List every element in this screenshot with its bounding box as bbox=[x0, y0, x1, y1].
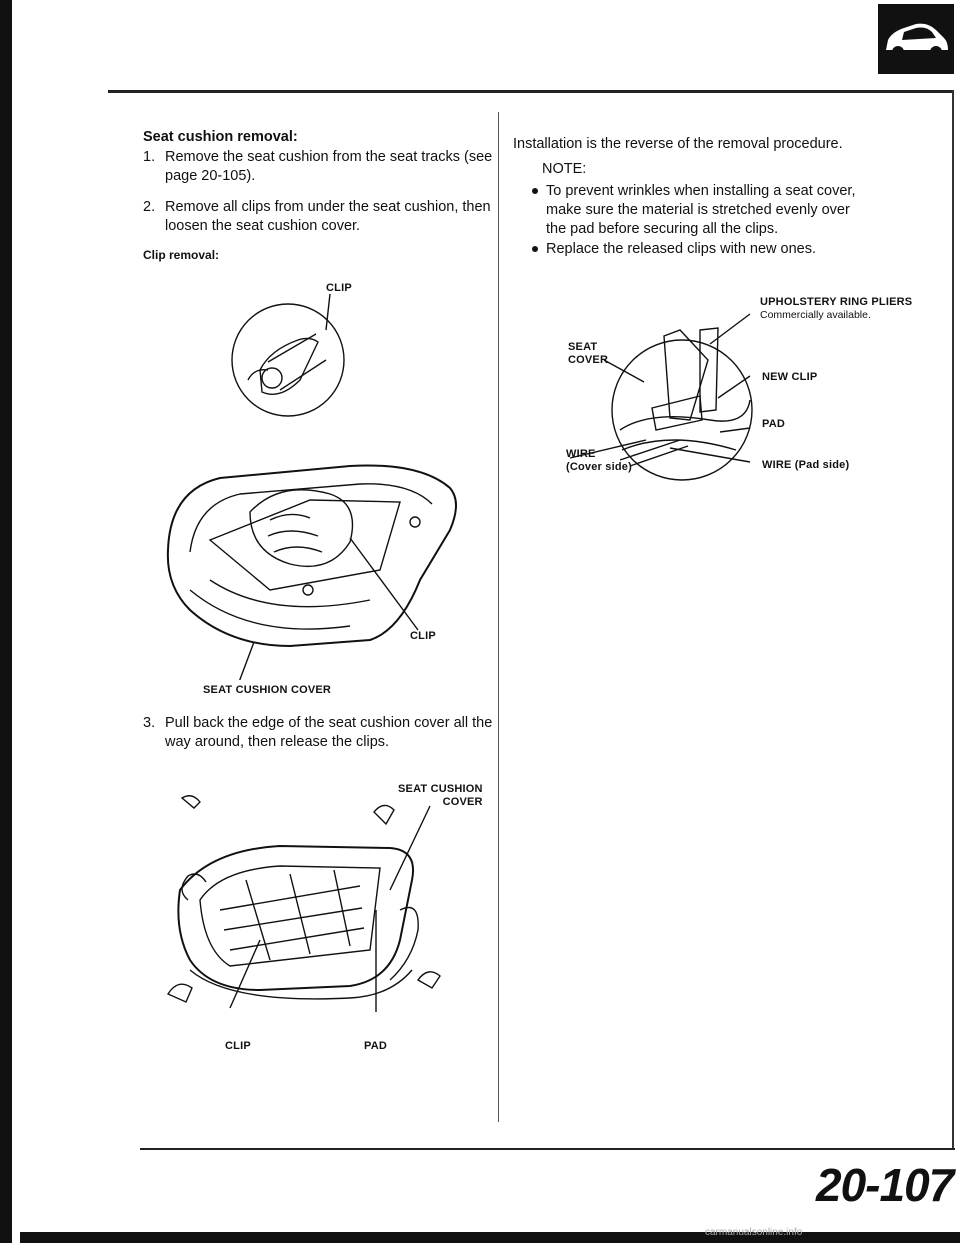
fig2-pad-label: PAD bbox=[364, 1040, 388, 1052]
seat-cushion-figure-2 bbox=[150, 790, 470, 1015]
wire-pad-side-label: WIRE (Pad side) bbox=[762, 459, 850, 471]
seat-cover-label: SEAT COVER bbox=[568, 341, 609, 366]
pliers-label: UPHOLSTERY RING PLIERS Commercially available. bbox=[760, 296, 913, 321]
clip-removal-heading: Clip removal: bbox=[143, 248, 220, 262]
seat-cushion-heading: Seat cushion removal: bbox=[143, 129, 298, 145]
column-divider bbox=[498, 112, 499, 1122]
car-section-icon bbox=[878, 4, 954, 74]
bottom-page-edge bbox=[20, 1232, 960, 1243]
bullet-icon bbox=[532, 188, 538, 194]
fig1-clip-right-label: CLIP bbox=[410, 630, 436, 642]
bottom-rule bbox=[140, 1148, 955, 1150]
pad-label: PAD bbox=[762, 418, 786, 430]
installation-intro: Installation is the reverse of the removal procedure. bbox=[513, 136, 843, 152]
page-number: 20-107 bbox=[816, 1159, 954, 1211]
wire-cover-side-label: WIRE (Cover side) bbox=[566, 448, 632, 473]
watermark: carmanualsonline.info bbox=[705, 1227, 803, 1238]
bullet-icon bbox=[532, 246, 538, 252]
note-label: NOTE: bbox=[542, 161, 587, 177]
left-page-edge bbox=[0, 0, 12, 1243]
fig2-seat-cushion-cover-label: SEAT CUSHION COVER bbox=[398, 783, 483, 808]
fig2-clip-label: CLIP bbox=[225, 1040, 251, 1052]
fig1-clip-top-label: CLIP bbox=[326, 282, 352, 294]
fig1-seat-cushion-cover-label: SEAT CUSHION COVER bbox=[203, 684, 332, 696]
new-clip-label: NEW CLIP bbox=[762, 371, 818, 383]
top-rule bbox=[108, 90, 953, 93]
right-rule bbox=[952, 90, 954, 1150]
seat-cushion-figure-1 bbox=[150, 290, 480, 680]
